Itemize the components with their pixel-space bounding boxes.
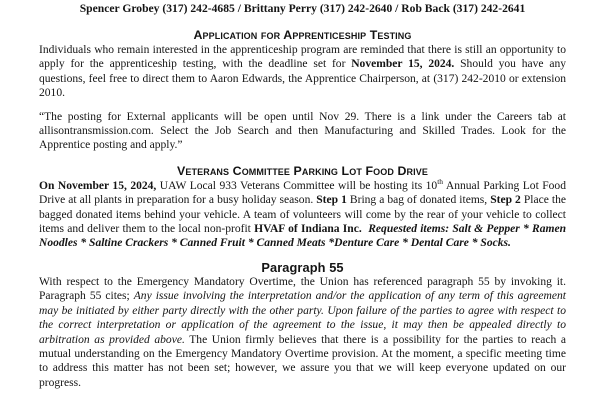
paragraph-55-body bbox=[39, 275, 566, 390]
veterans-text-4: Place the bagged donated items behind your vehicle. A team of volunteers will come by the rear of your vehicle to collect items and deliver them to the local non-profit bbox=[39, 194, 566, 236]
deadline-date: November 15, 2024. bbox=[351, 58, 455, 71]
veterans-text-3: Bring a bag of donated items, bbox=[346, 194, 491, 207]
posting-quote: “The posting for External applicants will be open until Nov 29. There is a link under the Careers tab at allisontransmission.com. Select the Job Search and then Manufacturing and Skilled Trades. Look for the Apprentice posting and apply.” bbox=[39, 110, 566, 152]
apprenticeship-paragraph bbox=[39, 43, 566, 101]
contact-line: Spencer Grobey (317) 242-4685 / Brittany Perry (317) 242-2640 / Rob Back (317) 242-2641 bbox=[79, 2, 526, 15]
veterans-text-1: UAW Local 933 Veterans Committee will be hosting its 10 bbox=[156, 179, 438, 192]
ordinal-suffix: th bbox=[437, 177, 444, 186]
requested-items: Requested items: Salt & Pepper * Ramen Noodles * Saltine Crackers * Canned Fruit * Canned Meats *Denture Care * Dental Care * Socks. bbox=[39, 223, 566, 250]
apprenticeship-text-a: Individuals who remain interested in the apprenticeship program are reminded that there is still an opportunity to apply for the apprenticeship testing, with the deadline set for bbox=[39, 44, 566, 71]
veterans-heading: Veterans Committee Parking Lot Food Drive bbox=[177, 163, 428, 178]
apprenticeship-text-b: Should you have any questions, feel free to direct them to Aaron Edwards, the Apprentice Chairperson, at (317) 242-2010 or extension 2010. bbox=[39, 58, 567, 100]
nonprofit-name: HVAF of Indiana Inc. bbox=[254, 223, 362, 236]
step-2-label: Step 2 bbox=[490, 194, 521, 207]
food-drive-date: On November 15, 2024, bbox=[39, 179, 157, 192]
paragraph-55-text-2: The Union firmly believes that there is a possibility for the parties to reach a mutual understanding on the Emergency Mandatory Overtime provision. At the moment, a specific meeting time to address this matter has not been set; however, we assure you that we will keep everyone updated on our progress. bbox=[39, 333, 566, 389]
veterans-text-2: Annual Parking Lot Food Drive at all plants in preparation for a busy holiday season. bbox=[39, 179, 566, 207]
step-1-label: Step 1 bbox=[316, 194, 347, 207]
paragraph-55-text-1: With respect to the Emergency Mandatory Overtime, the Union has referenced paragraph 55 by invoking it. Paragraph 55 cites; bbox=[39, 275, 566, 303]
paragraph-55-citation: Any issue involving the interpretation and/or the application of any term of this agreement may be initiated by either party directly with the other party. Upon failure of the parties to agree with respect to the correct interpretation or application of the agreement to the issue, it may then be appealed directly to arbitration as provided above. bbox=[39, 290, 566, 346]
veterans-paragraph bbox=[39, 179, 566, 251]
paragraph-55-heading: Paragraph 55 bbox=[261, 259, 344, 275]
apprenticeship-heading: Application for Apprenticeship Testing bbox=[193, 28, 412, 42]
